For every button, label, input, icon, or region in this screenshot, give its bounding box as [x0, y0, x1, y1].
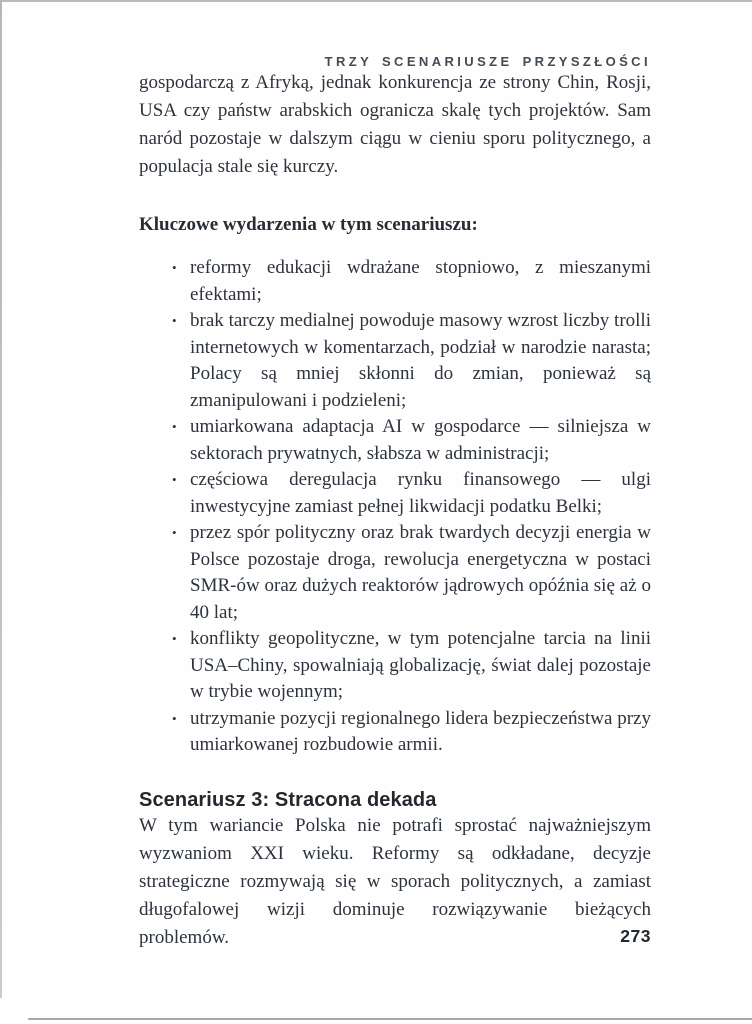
bullet-icon: • [172, 525, 177, 540]
bullet-icon: • [172, 472, 177, 487]
bullet-icon: • [172, 260, 177, 275]
list-item-text: częściowa deregulacja rynku finansowego — ulgi inwestycyjne zamiast pełnej likwidacji podatku Belki; [190, 469, 651, 517]
list-item [139, 706, 651, 759]
bullet-icon: • [172, 419, 177, 434]
list-item-text: przez spór polityczny oraz brak twardych decyzji energia w Polsce pozostaje droga, rewolucja energetyczna w postaci SMR-ów oraz dużych reaktorów jądrowych opóźnia się aż o 40 lat; [190, 522, 651, 623]
list-item [139, 414, 651, 467]
section-heading: Scenariusz 3: Stracona dekada [139, 788, 437, 811]
list-item [139, 255, 651, 308]
list-item-text: brak tarczy medialnej powoduje masowy wzrost liczby trolli internetowych w komentarzach, podział w narodzie narasta; Polacy są mniej skłonni do zmian, ponieważ są zmanipulowani i podzieleni; [190, 310, 651, 411]
bullet-icon: • [172, 313, 177, 328]
list-heading: Kluczowe wydarzenia w tym scenariuszu: [139, 214, 478, 235]
list-item-text: konflikty geopolityczne, w tym potencjalne tarcia na linii USA–Chiny, spowalniają globalizację, świat dalej pozostaje w trybie wojennym; [190, 628, 651, 702]
list-item [139, 308, 651, 414]
page-edge-bottom [28, 1018, 752, 1020]
page-edge-top [0, 0, 752, 2]
paragraph-intro: gospodarczą z Afryką, jednak konkurencja ze strony Chin, Rosji, USA czy państw arabskich ogranicza skalę tych projektów. Sam naród pozostaje w dalszym ciągu w cieniu sporu politycznego, a populacja stale się kurczy. [139, 72, 651, 177]
page-content [0, 54, 752, 952]
list-item-text: umiarkowana adaptacja AI w gospodarce — silniejsza w sektorach prywatnych, słabsza w administracji; [190, 416, 651, 464]
bullet-icon: • [172, 710, 177, 726]
list-item [139, 520, 651, 626]
list-item-text: reformy edukacji wdrażane stopniowo, z mieszanymi efektami; [190, 257, 651, 305]
page-number: 273 [620, 926, 651, 946]
list-item-text: utrzymanie pozycji regionalnego lidera bezpieczeństwa przy umiarkowanej rozbudowie armii. [190, 707, 651, 755]
list-item [139, 626, 651, 706]
bullet-icon: • [172, 631, 177, 646]
running-header: TRZY SCENARIUSZE PRZYSZŁOŚCI [324, 54, 651, 69]
list-item [139, 467, 651, 520]
bullet-list [139, 255, 651, 759]
paragraph-scenario: W tym wariancie Polska nie potrafi sprostać najważniejszym wyzwaniom XXI wieku. Reformy są odkładane, decyzje strategiczne rozmywają się w sporach politycznych, a zamiast długofalowej wizji dominuje rozwiązywanie bieżących problemów. [139, 814, 651, 948]
